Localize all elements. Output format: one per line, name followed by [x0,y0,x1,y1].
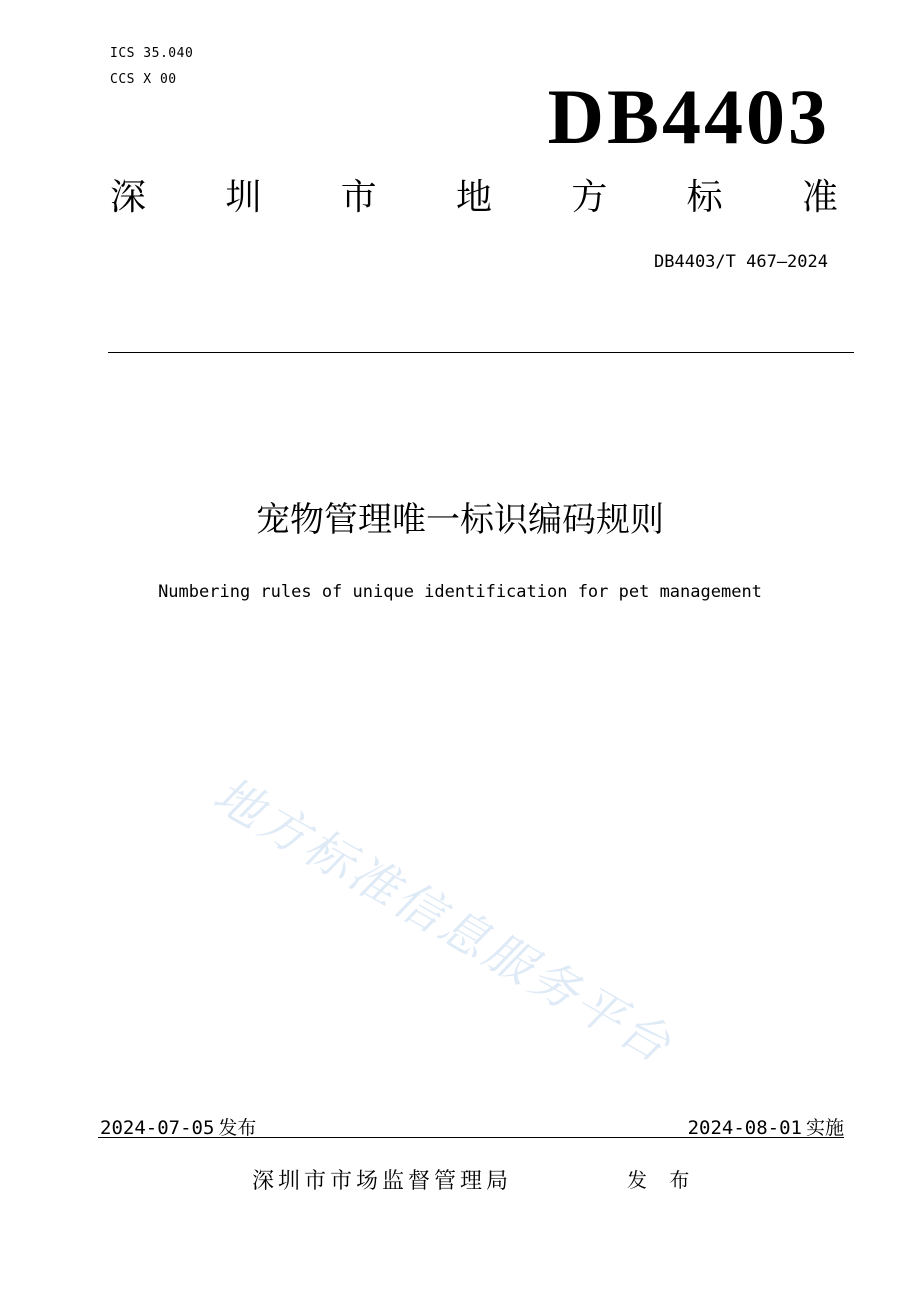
ccs-code: CCS X 00 [110,72,177,87]
standard-type-char: 市 [340,177,377,218]
implement-date-line [688,1113,844,1140]
document-title-cn: 宠物管理唯一标识编码规则 [256,500,664,540]
watermark: 地方标准信息服务平台 [204,766,683,1076]
document-title-en: Numbering rules of unique identification for pet management [158,582,762,602]
standard-type-char: 标 [686,177,723,218]
standard-number: DB4403/T 467—2024 [654,252,828,272]
top-divider [108,352,854,353]
issuing-action: 发 布 [627,1168,698,1192]
implement-date: 2024-08-01 [687,1117,802,1139]
standard-type-char: 准 [801,177,838,218]
standard-type-char: 圳 [225,177,262,218]
issue-date: 2024-07-05 [100,1117,215,1139]
bottom-divider [98,1137,844,1138]
issue-label: 发布 [218,1117,257,1139]
standard-type-char: 深 [110,177,147,218]
implement-label: 实施 [805,1117,844,1139]
standard-type-heading [110,178,838,218]
standard-type-char: 地 [455,177,492,218]
issue-date-line [100,1113,256,1140]
standard-type-char: 方 [571,177,608,218]
issuing-authority: 深圳市市场监督管理局 [252,1169,513,1194]
ics-code: ICS 35.040 [110,46,194,61]
db-standard-code: DB4403 [547,73,830,160]
